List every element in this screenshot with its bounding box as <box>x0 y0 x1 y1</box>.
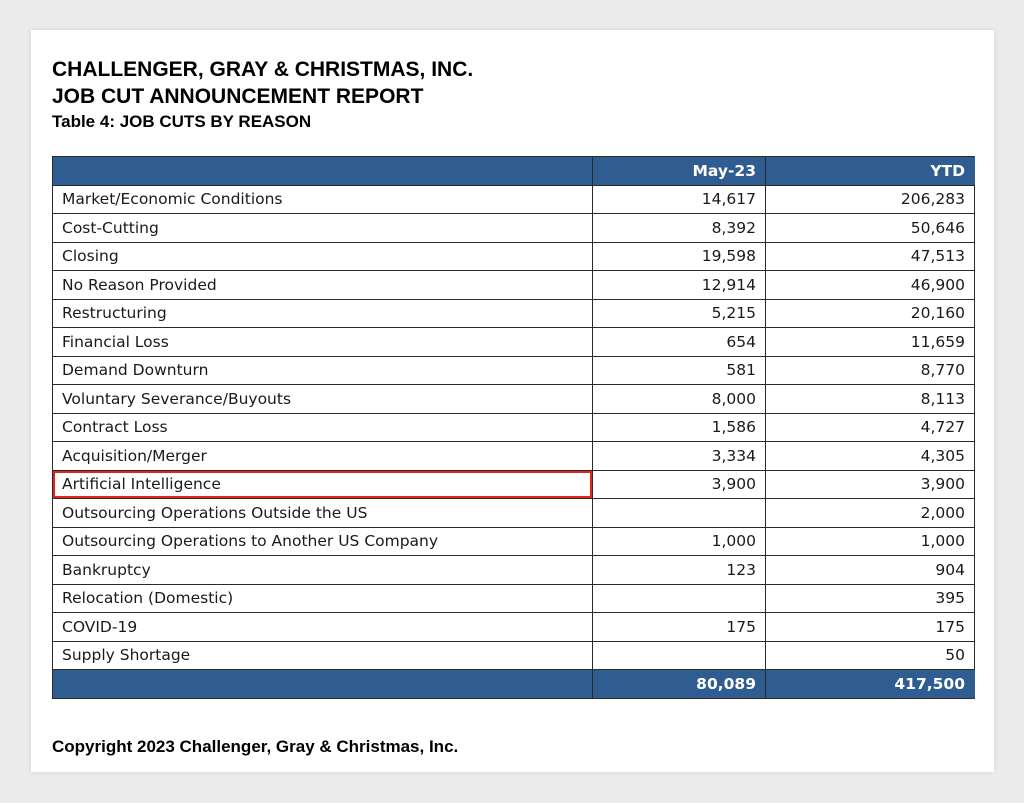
row-may23-value: 5,215 <box>593 299 766 328</box>
row-ytd-value: 2,000 <box>766 499 975 528</box>
column-header-ytd: YTD <box>766 157 975 186</box>
row-may23-value: 8,000 <box>593 385 766 414</box>
column-header-may23: May-23 <box>593 157 766 186</box>
row-ytd-value: 11,659 <box>766 328 975 357</box>
row-may23-value: 12,914 <box>593 271 766 300</box>
table-row <box>53 584 975 613</box>
row-reason: Outsourcing Operations to Another US Company <box>53 527 593 556</box>
table-row <box>53 214 975 243</box>
row-reason: Supply Shortage <box>53 641 593 670</box>
row-reason: Demand Downturn <box>53 356 593 385</box>
report-page <box>31 30 994 772</box>
row-may23-value: 123 <box>593 556 766 585</box>
row-may23-value <box>593 584 766 613</box>
row-may23-value: 175 <box>593 613 766 642</box>
row-may23-value: 1,586 <box>593 413 766 442</box>
row-may23-value <box>593 499 766 528</box>
row-reason: Artificial Intelligence <box>53 470 593 499</box>
table-row <box>53 185 975 214</box>
table-row <box>53 527 975 556</box>
row-ytd-value: 50 <box>766 641 975 670</box>
row-reason: No Reason Provided <box>53 271 593 300</box>
row-may23-value <box>593 641 766 670</box>
row-may23-value: 19,598 <box>593 242 766 271</box>
row-ytd-value: 8,113 <box>766 385 975 414</box>
totals-ytd: 417,500 <box>766 670 975 699</box>
row-reason: Bankruptcy <box>53 556 593 585</box>
row-may23-value: 14,617 <box>593 185 766 214</box>
row-ytd-value: 8,770 <box>766 356 975 385</box>
job-cuts-table <box>52 156 975 699</box>
row-reason: Cost-Cutting <box>53 214 593 243</box>
table-row <box>53 385 975 414</box>
table-row <box>53 328 975 357</box>
table-row <box>53 413 975 442</box>
row-ytd-value: 20,160 <box>766 299 975 328</box>
row-reason: Financial Loss <box>53 328 593 357</box>
row-may23-value: 581 <box>593 356 766 385</box>
table-row <box>53 242 975 271</box>
row-ytd-value: 50,646 <box>766 214 975 243</box>
row-ytd-value: 395 <box>766 584 975 613</box>
totals-label <box>53 670 593 699</box>
row-ytd-value: 175 <box>766 613 975 642</box>
row-ytd-value: 46,900 <box>766 271 975 300</box>
column-header-reason <box>53 157 593 186</box>
row-ytd-value: 3,900 <box>766 470 975 499</box>
row-ytd-value: 4,727 <box>766 413 975 442</box>
row-ytd-value: 4,305 <box>766 442 975 471</box>
row-reason: Contract Loss <box>53 413 593 442</box>
table-header-row <box>53 157 975 186</box>
row-reason: COVID-19 <box>53 613 593 642</box>
row-ytd-value: 1,000 <box>766 527 975 556</box>
row-reason: Acquisition/Merger <box>53 442 593 471</box>
row-may23-value: 1,000 <box>593 527 766 556</box>
table-row <box>53 271 975 300</box>
table-title: Table 4: JOB CUTS BY REASON <box>52 112 312 131</box>
company-title: CHALLENGER, GRAY & CHRISTMAS, INC. <box>52 58 474 81</box>
table-row <box>53 613 975 642</box>
row-reason: Restructuring <box>53 299 593 328</box>
row-reason: Outsourcing Operations Outside the US <box>53 499 593 528</box>
row-ytd-value: 904 <box>766 556 975 585</box>
table-row <box>53 442 975 471</box>
row-reason: Relocation (Domestic) <box>53 584 593 613</box>
table-row <box>53 470 975 499</box>
row-ytd-value: 47,513 <box>766 242 975 271</box>
table-row <box>53 641 975 670</box>
row-may23-value: 3,900 <box>593 470 766 499</box>
totals-row <box>53 670 975 699</box>
row-ytd-value: 206,283 <box>766 185 975 214</box>
table-row <box>53 356 975 385</box>
row-may23-value: 654 <box>593 328 766 357</box>
row-reason: Voluntary Severance/Buyouts <box>53 385 593 414</box>
totals-may23: 80,089 <box>593 670 766 699</box>
row-reason: Market/Economic Conditions <box>53 185 593 214</box>
table-row <box>53 299 975 328</box>
row-may23-value: 8,392 <box>593 214 766 243</box>
copyright-notice: Copyright 2023 Challenger, Gray & Christmas, Inc. <box>52 737 459 756</box>
table-row <box>53 556 975 585</box>
table-body <box>53 185 975 670</box>
report-title: JOB CUT ANNOUNCEMENT REPORT <box>52 85 424 108</box>
row-reason: Closing <box>53 242 593 271</box>
row-may23-value: 3,334 <box>593 442 766 471</box>
table-row <box>53 499 975 528</box>
